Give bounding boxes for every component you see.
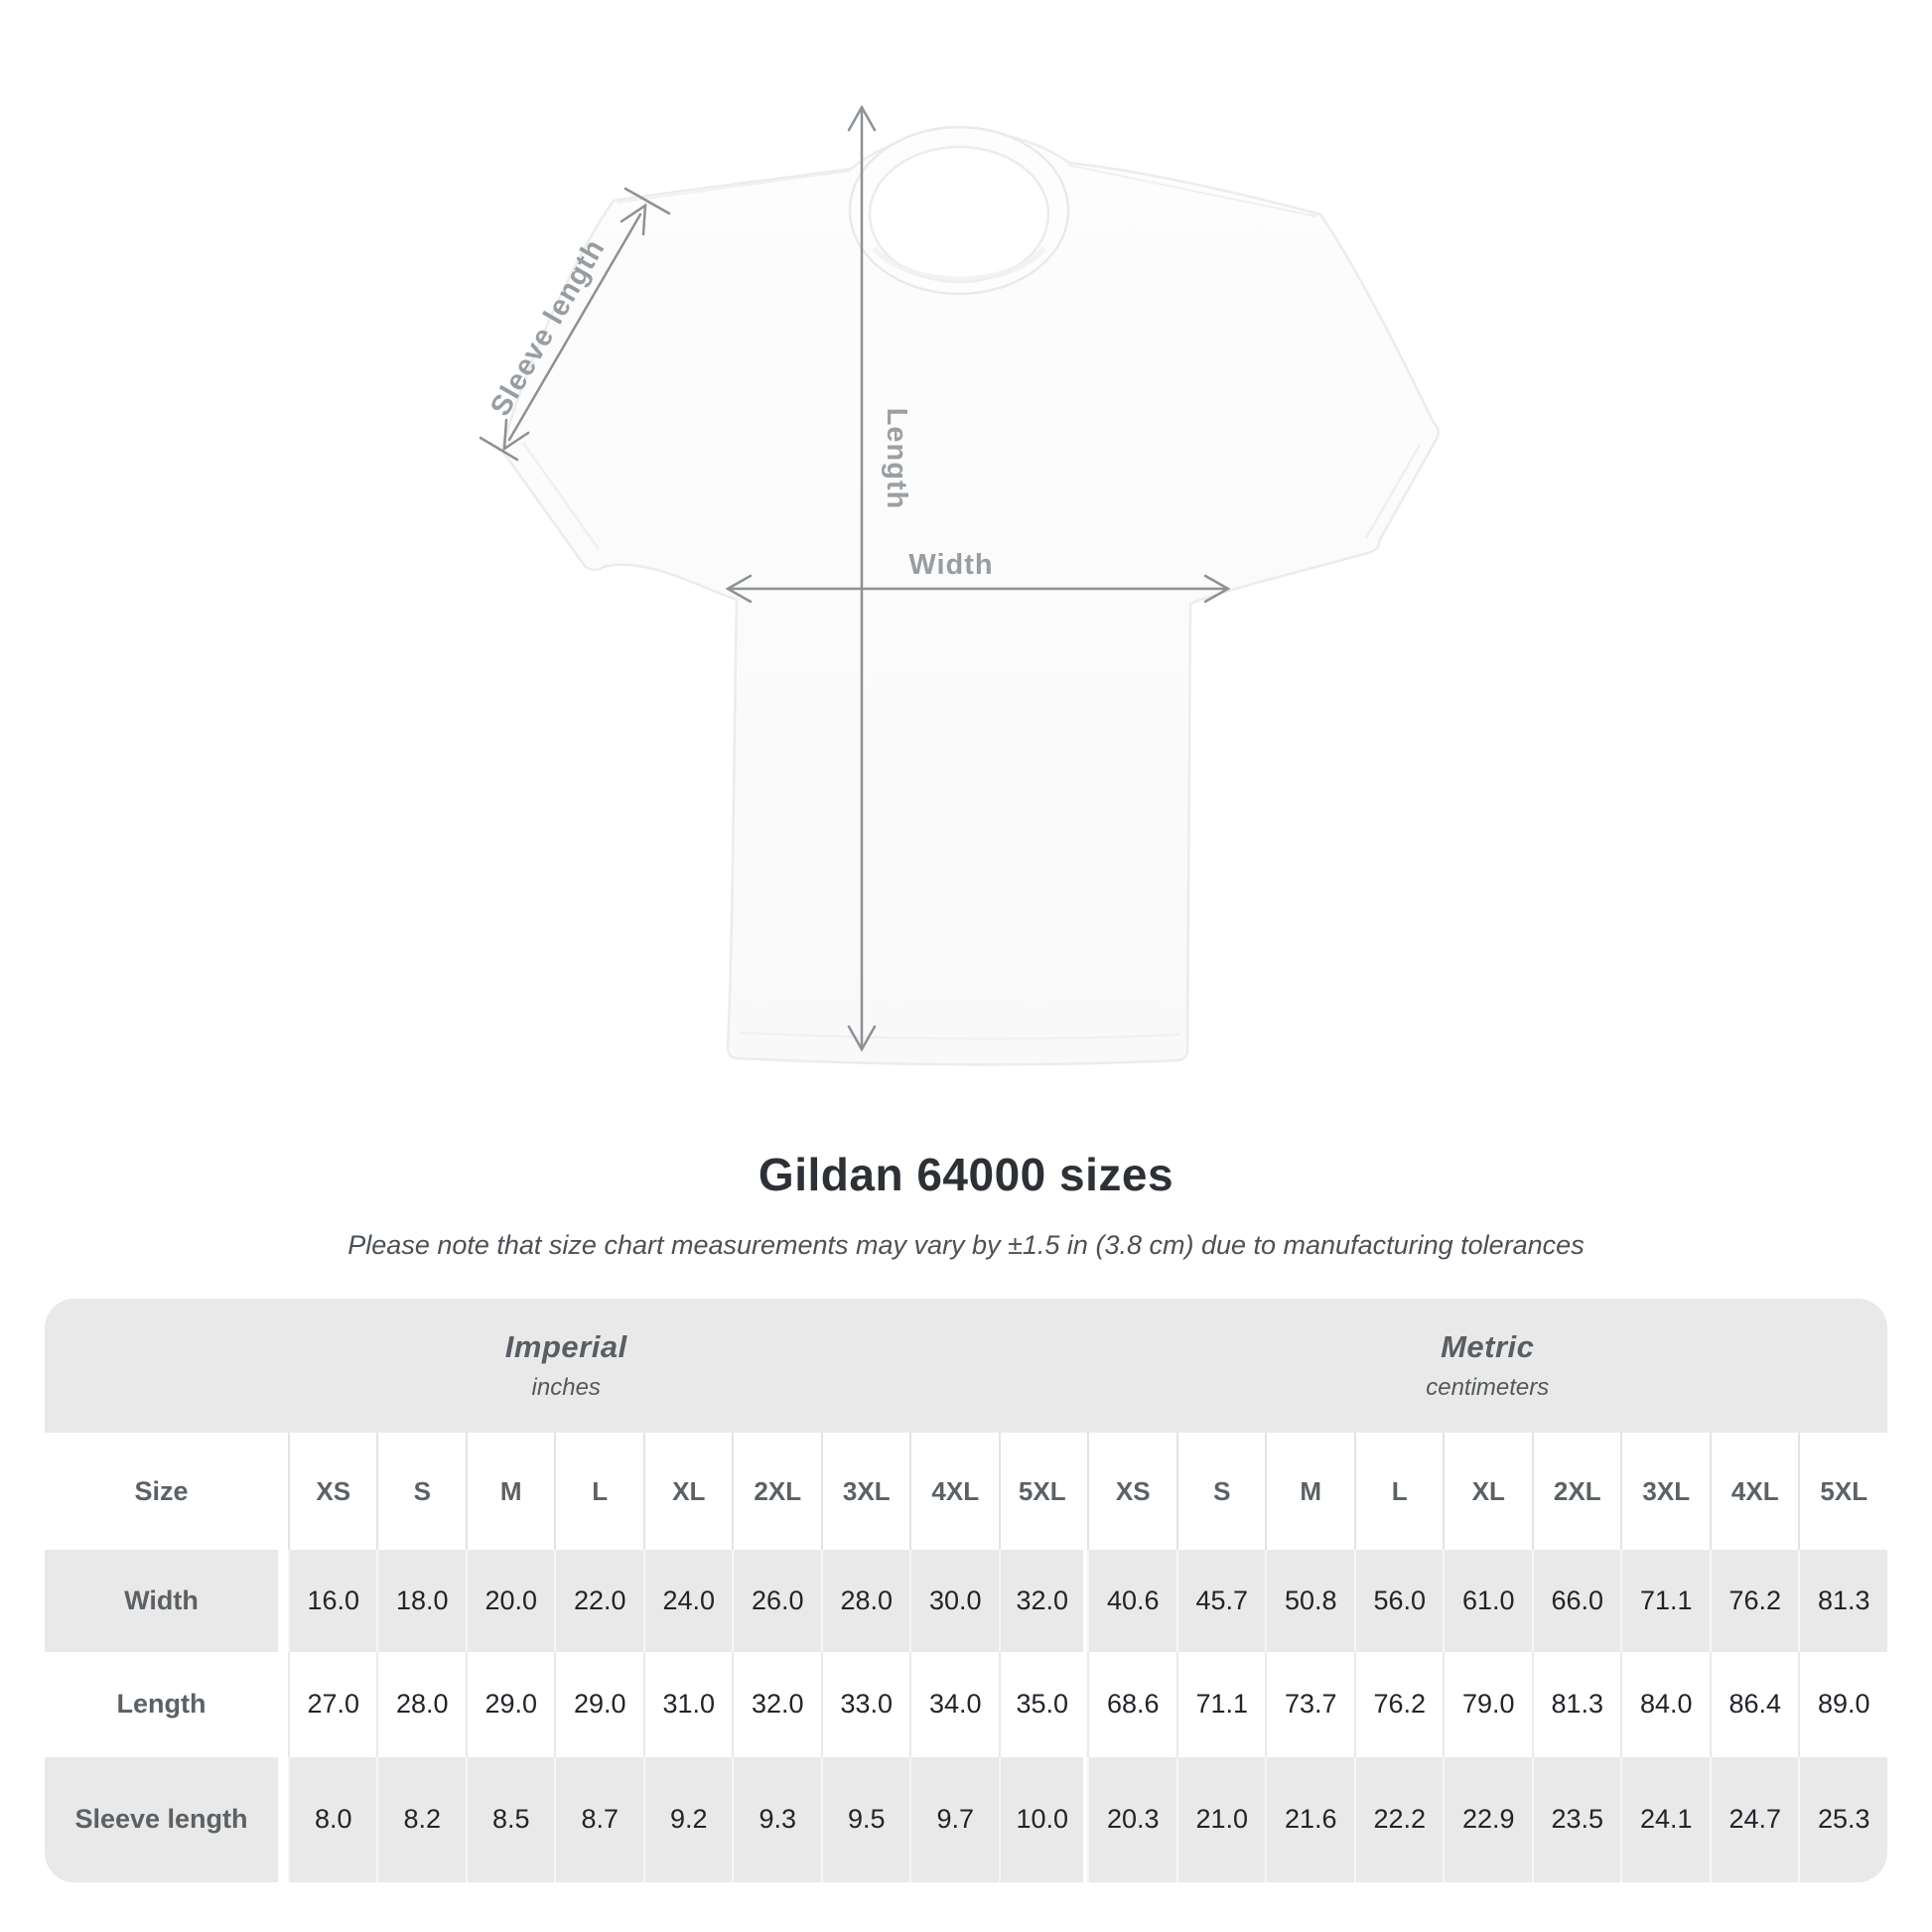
value-cell: 35.0 [999, 1652, 1088, 1756]
value-cell: 61.0 [1443, 1550, 1532, 1652]
value-cell: 76.2 [1710, 1550, 1799, 1652]
value-cell: 29.0 [466, 1652, 555, 1756]
size-column-header: Size [45, 1433, 288, 1549]
size-header: 2XL [1532, 1433, 1621, 1549]
value-cell: 79.0 [1443, 1652, 1532, 1756]
value-cell: 84.0 [1620, 1652, 1710, 1756]
value-cell: 68.6 [1087, 1652, 1176, 1756]
imperial-unit-label: inches [531, 1374, 601, 1402]
value-cell: 33.0 [821, 1652, 910, 1756]
value-cell: 9.2 [643, 1757, 733, 1882]
value-cell: 24.0 [643, 1550, 733, 1652]
value-cell: 8.7 [554, 1757, 643, 1882]
value-cell: 26.0 [732, 1550, 821, 1652]
value-cell: 24.7 [1710, 1757, 1799, 1882]
width-label: Width [908, 549, 994, 581]
size-header: L [554, 1433, 643, 1549]
value-cell: 21.0 [1176, 1757, 1266, 1882]
value-cell: 30.0 [909, 1550, 999, 1652]
value-cell: 81.3 [1532, 1652, 1621, 1756]
value-cell: 24.1 [1620, 1757, 1710, 1882]
value-cell: 32.0 [732, 1652, 821, 1756]
value-cell: 50.8 [1265, 1550, 1354, 1652]
collar-inner [870, 147, 1048, 282]
value-cell: 16.0 [288, 1550, 377, 1652]
value-cell: 8.5 [466, 1757, 555, 1882]
value-cell: 10.0 [999, 1757, 1088, 1882]
page-title: Gildan 64000 sizes [758, 1149, 1174, 1200]
value-cell: 9.5 [821, 1757, 910, 1882]
value-cell: 45.7 [1176, 1550, 1266, 1652]
size-header: XL [1443, 1433, 1532, 1549]
size-header: 3XL [821, 1433, 910, 1549]
value-cell: 22.2 [1354, 1757, 1444, 1882]
metric-group-header [1087, 1299, 1887, 1433]
metric-unit-label: centimeters [1426, 1374, 1550, 1402]
length-row [45, 1652, 1887, 1756]
value-cell: 29.0 [554, 1652, 643, 1756]
value-cell: 20.3 [1087, 1757, 1176, 1882]
size-header: 5XL [999, 1433, 1088, 1549]
size-header: 4XL [909, 1433, 999, 1549]
row-label: Length [45, 1652, 288, 1756]
value-cell: 9.7 [909, 1757, 999, 1882]
value-cell: 71.1 [1176, 1652, 1266, 1756]
row-label: Sleeve length [45, 1757, 288, 1882]
value-cell: 25.3 [1798, 1757, 1887, 1882]
value-cell: 9.3 [732, 1757, 821, 1882]
value-cell: 21.6 [1265, 1757, 1354, 1882]
row-label: Width [45, 1550, 288, 1652]
value-cell: 27.0 [288, 1652, 377, 1756]
size-header: L [1354, 1433, 1444, 1549]
value-cell: 81.3 [1798, 1550, 1887, 1652]
value-cell: 18.0 [376, 1550, 466, 1652]
value-cell: 89.0 [1798, 1652, 1887, 1756]
size-header: XS [1087, 1433, 1176, 1549]
value-cell: 40.6 [1087, 1550, 1176, 1652]
size-header: S [376, 1433, 466, 1549]
value-cell: 28.0 [821, 1550, 910, 1652]
tshirt-illustration [502, 127, 1438, 1064]
size-header: 5XL [1798, 1433, 1887, 1549]
size-header: S [1176, 1433, 1266, 1549]
value-cell: 23.5 [1532, 1757, 1621, 1882]
value-cell: 76.2 [1354, 1652, 1444, 1756]
tolerance-note: Please note that size chart measurements may vary by ±1.5 in (3.8 cm) due to manufacturing tolerances [347, 1230, 1585, 1260]
size-header: 3XL [1620, 1433, 1710, 1549]
value-cell: 20.0 [466, 1550, 555, 1652]
value-cell: 8.2 [376, 1757, 466, 1882]
size-header: 2XL [732, 1433, 821, 1549]
value-cell: 73.7 [1265, 1652, 1354, 1756]
imperial-group-header [45, 1299, 1087, 1433]
imperial-label: Imperial [504, 1329, 627, 1365]
size-header-row [45, 1433, 1887, 1549]
size-header: XS [288, 1433, 377, 1549]
length-label: Length [881, 407, 912, 510]
size-chart-table [45, 1299, 1887, 1882]
metric-label: Metric [1441, 1329, 1535, 1365]
value-cell: 8.0 [288, 1757, 377, 1882]
size-header: M [466, 1433, 555, 1549]
value-cell: 31.0 [643, 1652, 733, 1756]
size-header: 4XL [1710, 1433, 1799, 1549]
sleeve-length-label: Sleeve length [484, 233, 612, 422]
value-cell: 86.4 [1710, 1652, 1799, 1756]
value-cell: 66.0 [1532, 1550, 1621, 1652]
value-cell: 56.0 [1354, 1550, 1444, 1652]
value-cell: 22.0 [554, 1550, 643, 1652]
value-cell: 22.9 [1443, 1757, 1532, 1882]
value-cell: 32.0 [999, 1550, 1088, 1652]
value-cell: 71.1 [1620, 1550, 1710, 1652]
sleeve-length-row [45, 1757, 1887, 1882]
value-cell: 34.0 [909, 1652, 999, 1756]
size-header: XL [643, 1433, 733, 1549]
width-row [45, 1550, 1887, 1652]
unit-header-row [45, 1299, 1887, 1433]
value-cell: 28.0 [376, 1652, 466, 1756]
size-header: M [1265, 1433, 1354, 1549]
